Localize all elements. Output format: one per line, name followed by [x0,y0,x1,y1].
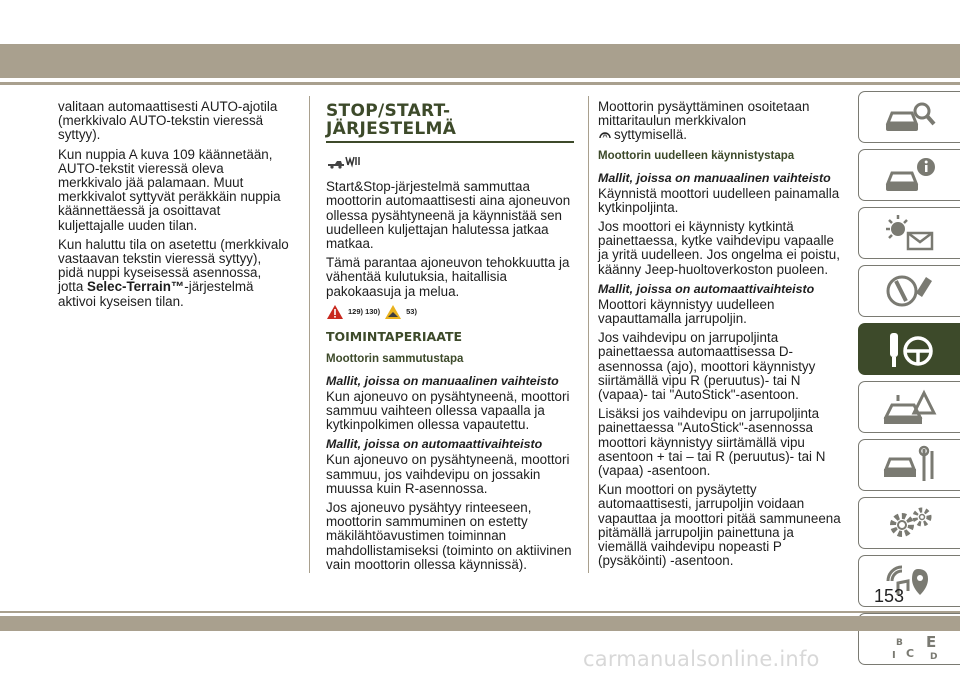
index-letter: C [905,647,914,660]
column-middle [326,100,574,577]
subsection-title: Moottorin sammutustapa [326,352,464,365]
tab-car-service[interactable] [858,439,960,491]
heading-line: JÄRJESTELMÄ [326,119,457,139]
technical-data-icon [882,503,938,543]
text: Kun haluttu tila on asetettu (merkkivalo vastaavan tekstin vieressä syttyy), pidä nuppi kyseisessä asennossa, jotta [58,236,289,295]
index-letter: B [895,638,903,648]
index-letter: D [929,652,937,661]
paragraph: Jos ajoneuvo pysähtyy rinteeseen, moottorin sammuminen on estetty mäkilähtöavustimen toiminnan mahdollistamiseksi (toiminto on aktiivinen vain moottorin ollessa käynnissä). [326,500,572,572]
tab-car-search[interactable] [858,91,960,143]
text: -järjestelmä aktivoi kyseisen tilan. [58,279,254,309]
tab-breakdown[interactable] [858,381,960,433]
bottom-band [0,616,960,631]
tab-seat-airbag[interactable] [858,265,960,317]
text: syttymisellä. [614,127,687,143]
column-divider [588,96,589,573]
bottom-rule [0,611,960,613]
paragraph: Käynnistä moottori uudelleen painamalla kytkinpoljinta. [598,185,840,215]
tab-starting-driving[interactable] [858,323,960,375]
heading-line: STOP/START- [326,101,451,121]
chapter-tabs [858,91,960,671]
column-divider [309,96,310,573]
index-letter: I [891,650,896,661]
auto-stop-indicator-icon [598,128,612,140]
model-heading: Mallit, joissa on manuaalinen vaihteisto [326,373,559,388]
car-search-icon [882,97,938,137]
seat-airbag-icon [882,271,938,311]
heading-rule [326,141,574,143]
car-service-icon [882,445,938,485]
subsection-title: Moottorin uudelleen käynnistystapa [598,149,795,162]
lights-message-icon [882,213,938,253]
warning-triangle-icon [326,304,344,320]
model-heading: Mallit, joissa on automaattivaihteisto [326,437,543,452]
paragraph: Kun nuppia A kuva 109 käännetään, AUTO-tekstit vieressä oleva merkkivalo jää palamaan. Muut merkkivalot syttyvät peräkkäin nuppia käännettäessä ja osoittavat kuljettajalle uuden tilan. [58,146,281,233]
index-letter: E [925,633,936,651]
tab-lights-message[interactable] [858,207,960,259]
paragraph [598,100,844,143]
paragraph: Kun moottori on pysäytetty automaattisesti, jarrupoljin voidaan vapauttaa ja moottori pitää sammuneena pitämällä jarrupoljin painettuna ja viemällä vaihdevipu nopeasti P (pysäköinti) -asentoon. [598,482,841,569]
brand-name: Selec-Terrain™ [87,279,185,295]
section-heading [326,102,574,138]
paragraph [58,238,290,309]
key-steering-icon [882,329,938,369]
section-title: TOIMINTAPERIAATE [326,328,463,344]
top-band [0,44,960,78]
caution-refs: 53) [406,306,417,316]
svg-text:A: A [602,131,608,140]
warning-references [326,304,574,320]
paragraph: Jos vaihdevipu on jarrupoljinta painettaessa automaattisessa D-asennossa (ajo), moottori käynnistyy siirtämällä vipu R (peruutus)- tai N (vapaa)- tai "AutoStick"-asentoon. [598,330,816,403]
top-rule [0,82,960,85]
paragraph: Tämä parantaa ajoneuvon tehokkuutta ja vähentää kulutuksia, haitallisia pakokaasuja ja melua. [326,255,570,299]
page-number: 153 [874,586,905,606]
watermark: carmanualsonline.info [583,647,820,671]
column-right [598,100,844,573]
caution-triangle-icon [384,304,402,320]
tab-car-info[interactable] [858,149,960,201]
warning-refs: 129) 130) [348,306,381,316]
breakdown-warning-icon [882,387,938,427]
text: Moottorin pysäyttäminen osoitetaan mittaritaulun merkkivalon [598,99,810,129]
model-heading: Mallit, joissa on automaattivaihteisto [598,281,815,296]
car-info-icon [882,155,938,195]
paragraph: Kun ajoneuvo on pysähtyneenä, moottori sammuu, jos vaihdevipu on jossakin muussa kuin R-asennossa. [326,452,570,496]
column-left [58,100,290,314]
paragraph: Kun ajoneuvo on pysähtyneenä, moottori sammuu vaihteen ollessa vapaalla ja kytkinpolkimen ollessa vapautettu. [326,388,570,433]
paragraph: valitaan automaattisesti AUTO-ajotila (merkkivalo AUTO-tekstin vieressä syttyy). [58,99,278,143]
model-heading: Mallit, joissa on manuaalinen vaihteisto [598,170,831,185]
stop-start-icon [326,153,362,172]
paragraph: Start&Stop-järjestelmä sammuttaa moottorin automaattisesti aina ajoneuvon ollessa pysähtyneenä ja käynnistää sen uudelleen kuljettajan halutessa jatkaa matkaa. [326,179,571,252]
paragraph: Jos moottori ei käynnisty kytkintä painettaessa, kytke vaihdevipu vapaalle ja yritä uudelleen. Jos ongelma ei poistu, käänny Jeep-huoltoverkoston puoleen. [598,219,840,277]
paragraph: Moottori käynnistyy uudelleen vapauttamalla jarrupoljin. [598,296,775,327]
paragraph: Lisäksi jos vaihdevipu on jarrupoljinta painettaessa "AutoStick"-asennossa moottori käynnistyy siirtämällä vipu asentoon + tai – tai R (peruutus)- tai N (vapaa) -asentoon. [598,406,826,479]
tab-technical-data[interactable] [858,497,960,549]
